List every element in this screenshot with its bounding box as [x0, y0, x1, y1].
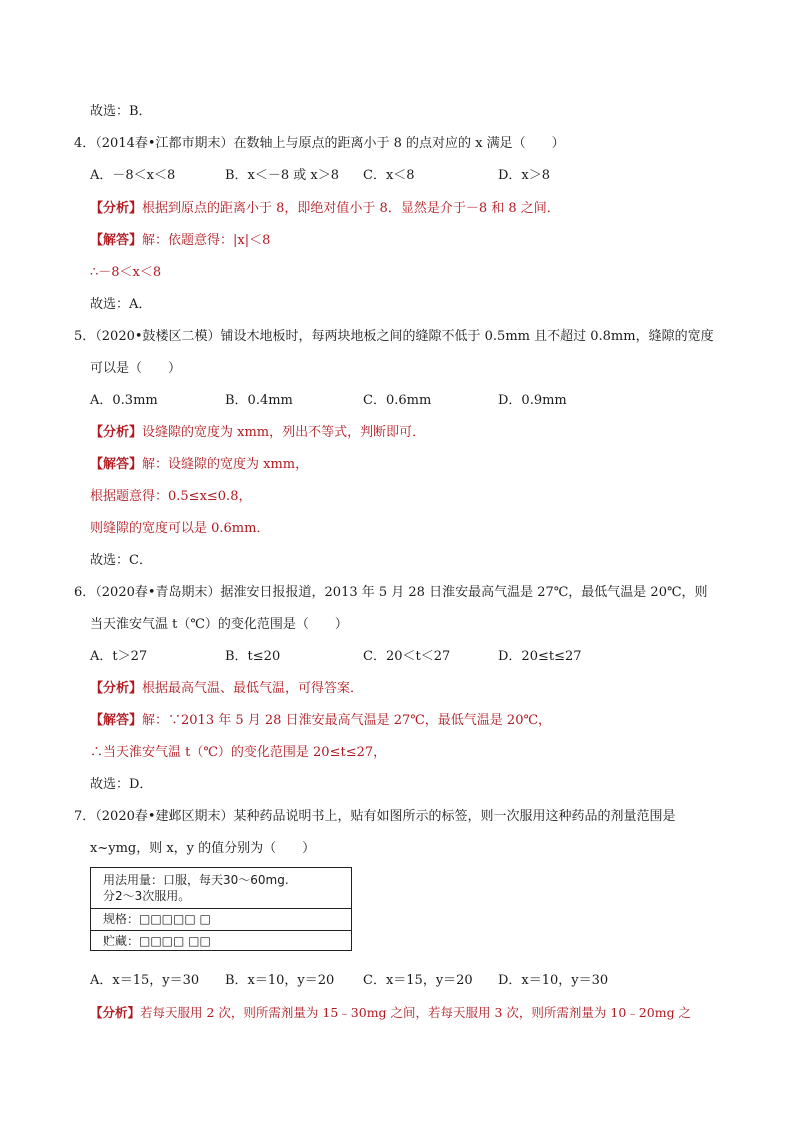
q4-option-b: B．x＜－8 或 x＞8 [225, 168, 340, 183]
analysis-text: 根据最高气温、最低气温，可得答案． [142, 681, 364, 696]
question-7-stem-line1: 7．（2020春•建邺区期末）某种药品说明书上，贴有如图所示的标签，则一次服用这种药品的剂量范围是 [74, 809, 676, 824]
question-5-stem-line2: 可以是（ ） [90, 361, 182, 376]
q7-option-d: D．x＝10，y＝30 [498, 973, 609, 988]
q4-option-c: C．x＜8 [363, 168, 415, 183]
q5-step-inequality: 根据题意得：0.5≤x≤0.8， [90, 489, 252, 504]
analysis-text: 设缝隙的宽度为 xmm，列出不等式，判断即可． [142, 425, 426, 440]
q6-solution [90, 712, 551, 730]
label-divider [91, 930, 351, 931]
q6-therefore: ∴当天淮安气温 t（℃）的变化范围是 20≤t≤27， [90, 745, 387, 760]
analysis-tag: 【分析】 [90, 681, 143, 696]
label-storage: 贮藏：□□□□ □□ [103, 934, 211, 948]
question-7-stem-line2: x~ymg，则 x，y 的值分别为（ ） [90, 841, 316, 856]
solution-tag: 【解答】 [90, 233, 143, 248]
solution-tag: 【解答】 [90, 713, 143, 728]
question-5-stem-line1: 5．（2020•鼓楼区二模）铺设木地板时，每两块地板之间的缝隙不低于 0.5mm 且不超过 0.8mm，缝隙的宽度 [74, 329, 714, 344]
q4-solution [90, 232, 270, 250]
q7-analysis [90, 1004, 691, 1022]
q4-option-d: D．x＞8 [498, 168, 551, 183]
q7-option-c: C．x＝15，y＝20 [363, 973, 473, 988]
q6-option-d: D．20≤t≤27 [498, 649, 582, 664]
q5-solution [90, 456, 308, 474]
q4-answer: 故选：A． [90, 297, 152, 312]
q5-step-conclusion: 则缝隙的宽度可以是 0.6mm． [90, 521, 270, 536]
solution-text: 解：依题意得：|x|＜8 [142, 233, 271, 248]
analysis-tag: 【分析】 [90, 425, 143, 440]
q4-analysis [90, 200, 560, 218]
q5-analysis [90, 424, 425, 442]
previous-answer: 故选：B． [90, 104, 152, 119]
question-6-stem-line1: 6．（2020春•青岛期末）据淮安日报报道，2013 年 5 月 28 日淮安最高气温是 27℃，最低气温是 20℃，则 [74, 585, 708, 600]
analysis-tag: 【分析】 [90, 1005, 141, 1020]
label-usage-line1: 用法用量：口服，每天30～60mg. [103, 873, 289, 887]
q4-therefore: ∴－8＜x＜8 [90, 265, 162, 280]
analysis-text: 根据到原点的距离小于 8，即绝对值小于 8．显然是介于－8 和 8 之间． [142, 201, 560, 216]
q5-answer: 故选：C． [90, 553, 152, 568]
label-divider [91, 908, 351, 909]
q5-option-c: C．0.6mm [363, 393, 432, 408]
q5-option-d: D．0.9mm [498, 393, 567, 408]
medicine-label-box [90, 867, 352, 951]
q6-answer: 故选：D． [90, 777, 153, 792]
q7-option-a: A．x＝15，y＝30 [90, 973, 200, 988]
analysis-tag: 【分析】 [90, 201, 143, 216]
q5-option-a: A．0.3mm [90, 393, 158, 408]
solution-text: 解：设缝隙的宽度为 xmm， [142, 457, 309, 472]
label-spec: 规格：□□□□□ □ [103, 912, 211, 926]
q7-option-b: B．x＝10，y＝20 [225, 973, 335, 988]
question-4-stem: 4．（2014春•江都市期末）在数轴上与原点的距离小于 8 的点对应的 x 满足（ ） [74, 136, 565, 151]
q6-option-c: C．20＜t＜27 [363, 649, 451, 664]
q4-option-a: A．－8＜x＜8 [90, 168, 176, 183]
solution-tag: 【解答】 [90, 457, 143, 472]
q5-option-b: B．0.4mm [225, 393, 293, 408]
q6-analysis [90, 680, 363, 698]
label-usage-line2: 分2～3次服用。 [103, 889, 191, 903]
q6-option-a: A．t＞27 [90, 649, 148, 664]
analysis-text: 若每天服用 2 次，则所需剂量为 15﹣30mg 之间，若每天服用 3 次，则所需剂量为 10﹣20mg 之 [140, 1005, 692, 1020]
q6-option-b: B．t≤20 [225, 649, 281, 664]
question-6-stem-line2: 当天淮安气温 t（℃）的变化范围是（ ） [90, 617, 348, 632]
solution-text: 解：∵2013 年 5 月 28 日淮安最高气温是 27℃，最低气温是 20℃， [142, 713, 552, 728]
